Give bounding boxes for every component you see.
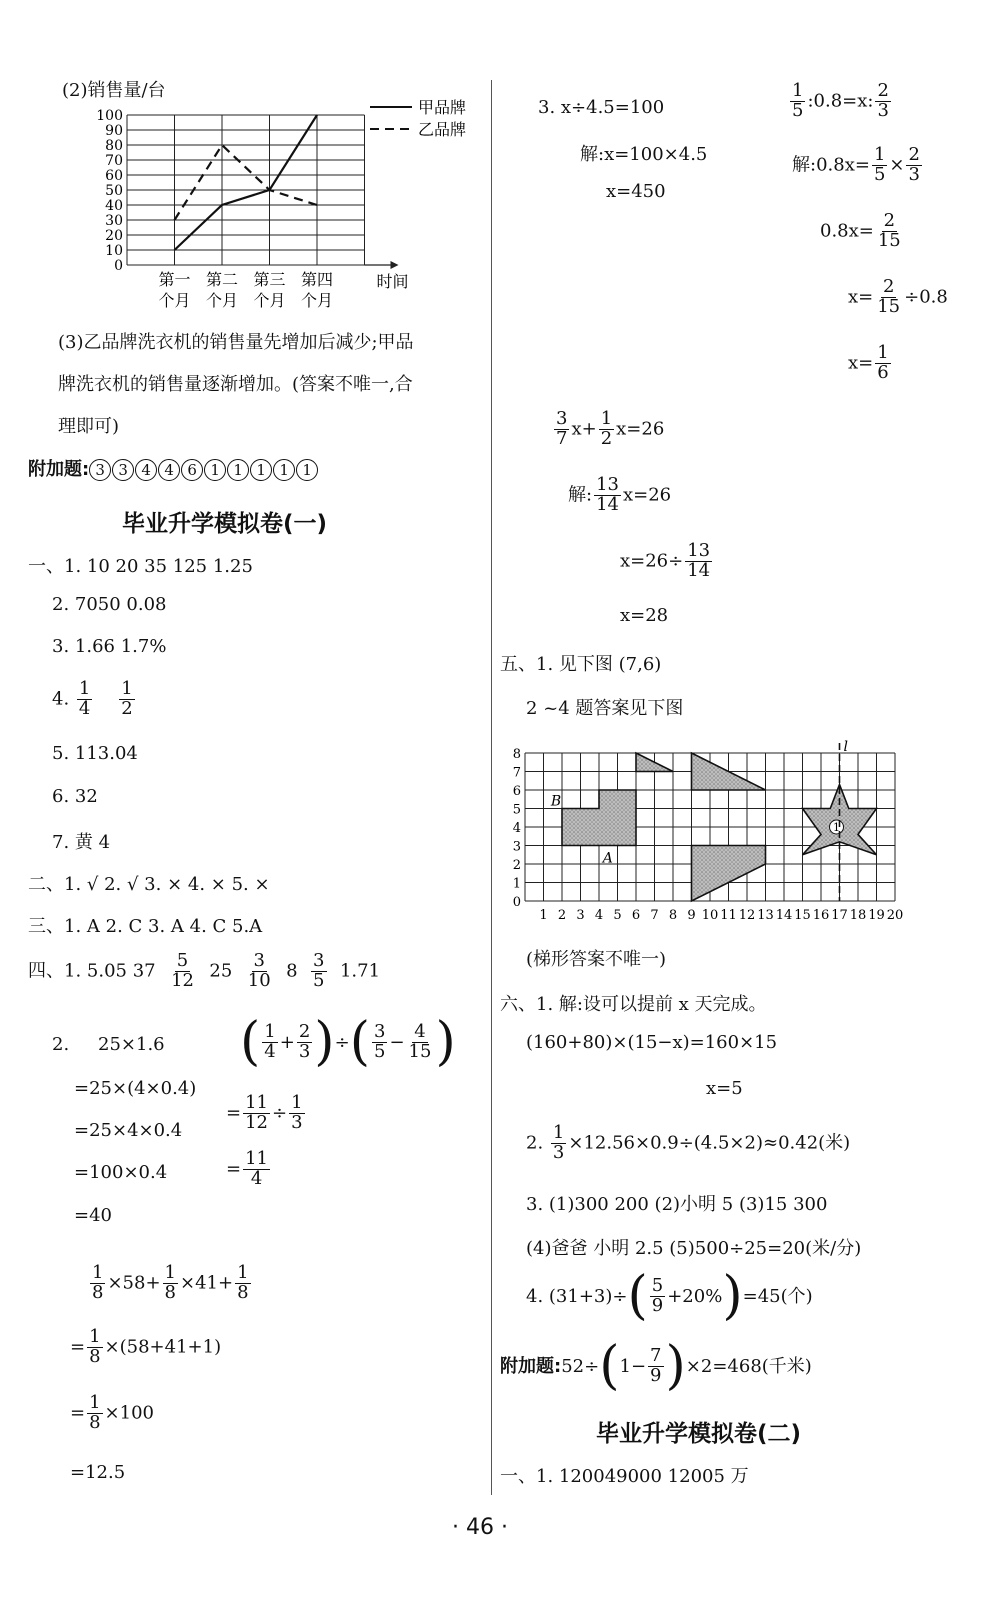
grid-x-label: 18	[849, 908, 867, 923]
calc-c-line-3: = $\frac{1}{8}$ ×100	[70, 1392, 154, 1433]
grid-y-label: 4	[512, 821, 521, 836]
category-label-line-1: 第三	[253, 270, 286, 289]
y-tick-label: 30	[105, 213, 123, 229]
eq4-line-3: x=26÷ $\frac{13}{14}$	[620, 540, 711, 581]
calc-a-line-3: =25×4×0.4	[74, 1120, 183, 1141]
category-label-line-1: 第二	[205, 270, 239, 289]
calc-c-line-1: $\frac{1}{8}$ ×58+ $\frac{1}{8}$ ×41+ $\frac{1}{8}$	[92, 1262, 249, 1303]
sec1-q3: 3. 1.66 1.7%	[52, 636, 167, 657]
calc-a-line-1: 25×1.6	[98, 1034, 165, 1055]
circled-number: 1	[250, 459, 272, 481]
fraction: $\frac{1}{4}$	[78, 678, 91, 719]
grid-x-label: 2	[557, 908, 567, 923]
column-divider	[491, 80, 492, 1495]
grid-x-label: 17	[831, 908, 848, 923]
y-tick-label: 90	[105, 123, 123, 139]
bonus-question-right: 附加题:52÷(1− $\frac{7}{9}$ )×2=468(千米)	[500, 1336, 812, 1396]
calc-a-line-2: =25×(4×0.4)	[74, 1078, 197, 1099]
fraction: $\frac{1}{2}$	[121, 678, 133, 719]
eq4-line-2: 解: $\frac{13}{14}$ x=26	[568, 474, 672, 515]
grid-y-label: 7	[512, 765, 521, 781]
proportion-line-3: 0.8x= $\frac{2}{15}$	[820, 210, 901, 251]
sec5-q2: 2 ~4 题答案见下图	[526, 698, 684, 719]
answer-3-line-2: 牌洗衣机的销售量逐渐增加。(答案不唯一,合	[58, 374, 413, 395]
sec6-q1-equation: (160+80)×(15−x)=160×15	[526, 1032, 778, 1053]
sec6-q2: 2. $\frac{1}{3}$ ×12.56×0.9÷(4.5×2)≈0.42(米)	[526, 1122, 851, 1163]
y-tick-label: 20	[105, 228, 123, 244]
sec2-answers: 二、1. √ 2. √ 3. × 4. × 5. ×	[28, 874, 270, 895]
star-number: 1	[833, 821, 840, 834]
circled-number: 6	[181, 459, 203, 481]
grid-x-label: 10	[701, 908, 719, 923]
grid-y-label: 0	[512, 895, 521, 910]
sec4-q1: 四、1. 5.05 37 $\frac{5}{12}$ 25 $\frac{3}{10}$ 8 $\frac{3}{5}$ 1.71	[28, 950, 381, 991]
series-line-yi	[175, 145, 318, 220]
grid-x-label: 7	[650, 908, 659, 923]
point-label-a: A	[602, 850, 613, 867]
grid-y-label: 5	[512, 802, 521, 818]
grid-x-label: 1	[539, 908, 548, 923]
eq3-line-1: 3. x÷4.5=100	[538, 97, 665, 118]
grid-x-label: 5	[613, 908, 622, 923]
calc-b-line-1: ( $\frac{1}{4}$ + $\frac{2}{3}$ )÷( $\frac{3}{5}$ − $\frac{4}{15}$ )	[240, 1012, 456, 1072]
grid-y-label: 8	[512, 747, 521, 762]
proportion-line-4: x= $\frac{2}{15}$ ÷0.8	[848, 276, 948, 317]
grid-y-label: 1	[512, 876, 521, 892]
sec6-q3-line-1: 3. (1)300 200 (2)小明 5 (3)15 300	[526, 1194, 828, 1215]
sec3-answers: 三、1. A 2. C 3. A 4. C 5.A	[28, 916, 263, 937]
grid-x-label: 13	[757, 908, 774, 923]
sec6-q4: 4. (31+3)÷( $\frac{5}{9}$ +20%)=45(个)	[526, 1266, 813, 1326]
eq3-line-3: x=450	[606, 181, 666, 202]
calc-c-line-2: = $\frac{1}{8}$ ×(58+41+1)	[70, 1326, 222, 1367]
sec6-q1: 六、1. 解:设可以提前 x 天完成。	[500, 994, 767, 1015]
sec1-q2: 2. 7050 0.08	[52, 594, 167, 615]
sec5-q1: 五、1. 见下图 (7,6)	[500, 654, 662, 675]
grid-y-label: 2	[512, 858, 521, 873]
shape-l-figure	[562, 790, 636, 846]
eq4-line-4: x=28	[620, 605, 669, 626]
category-label-line-2: 个月	[300, 291, 334, 310]
grid-x-label: 15	[794, 908, 811, 923]
grid-x-label: 16	[812, 908, 830, 923]
answer-3-line-1: (3)乙品牌洗衣机的销售量先增加后减少;甲品	[58, 332, 414, 353]
category-label-line-2: 个月	[205, 291, 239, 310]
calc-b-line-2: = $\frac{11}{12}$ ÷ $\frac{1}{3}$	[226, 1092, 303, 1133]
calc-b-line-3: = $\frac{11}{4}$	[226, 1148, 268, 1189]
sec1-q5: 5. 113.04	[52, 743, 138, 764]
exam2-q1: 一、1. 120049000 12005 万	[500, 1466, 749, 1487]
grid-x-label: 4	[594, 908, 604, 923]
y-tick-label: 0	[114, 258, 123, 274]
point-label-b: B	[550, 793, 562, 810]
coordinate-grid	[505, 735, 925, 925]
category-label-line-2: 个月	[253, 291, 286, 310]
bonus-label: 附加题:	[28, 459, 90, 480]
grid-x-label: 14	[775, 908, 793, 923]
circled-number: 1	[273, 459, 295, 481]
answer-3-line-3: 理即可)	[58, 416, 120, 437]
circled-number: 1	[204, 459, 226, 481]
bonus-circled-answers	[89, 459, 319, 480]
bonus-question-left	[28, 455, 319, 481]
y-tick-label: 10	[105, 243, 123, 259]
category-label-line-1: 第一	[158, 270, 191, 289]
grid-x-label: 9	[687, 908, 696, 923]
grid-x-label: 6	[631, 908, 641, 923]
calc-a-line-5: =40	[74, 1205, 112, 1226]
y-tick-label: 60	[105, 168, 123, 184]
chart-caption: (2)销售量/台	[62, 80, 166, 101]
exam-title-1: 毕业升学模拟卷(一)	[122, 511, 328, 537]
category-label-line-2: 个月	[158, 291, 191, 310]
sec4-q2-number: 2.	[52, 1034, 70, 1055]
sec1-q1: 一、1. 10 20 35 125 1.25	[28, 556, 253, 577]
circled-number: 3	[112, 459, 134, 481]
proportion-line-2: 解:0.8x= $\frac{1}{5}$ × $\frac{2}{3}$	[792, 144, 920, 185]
trapezoid-note: (梯形答案不唯一)	[526, 949, 667, 970]
sec1-q6: 6. 32	[52, 786, 98, 807]
legend-label: 甲品牌	[418, 98, 467, 117]
grid-y-label: 6	[512, 784, 521, 799]
grid-x-label: 11	[720, 908, 737, 923]
series-line-jia	[175, 115, 318, 250]
sales-line-chart	[0, 90, 480, 330]
grid-x-label: 8	[668, 908, 678, 923]
circled-number: 4	[158, 459, 180, 481]
x-axis-label: 时间	[376, 272, 409, 291]
sec1-q4: 4. $\frac{1}{4}$ $\frac{1}{2}$	[52, 678, 133, 719]
exam-title-2: 毕业升学模拟卷(二)	[596, 1421, 802, 1447]
grid-x-label: 19	[868, 908, 885, 923]
axis-label-l: l	[843, 739, 848, 755]
sec1-q7: 7. 黄 4	[52, 832, 111, 853]
sec6-q3-line-2: (4)爸爸 小明 2.5 (5)500÷25=20(米/分)	[526, 1238, 862, 1259]
circled-number: 3	[89, 459, 111, 481]
sec6-q1-result: x=5	[706, 1078, 743, 1099]
legend-label: 乙品牌	[418, 120, 467, 139]
y-tick-label: 80	[105, 138, 123, 154]
calc-a-line-4: =100×0.4	[74, 1162, 168, 1183]
grid-x-label: 20	[886, 908, 904, 923]
page-number: · 46 ·	[452, 1515, 508, 1540]
grid-x-label: 12	[738, 908, 756, 923]
grid-x-label: 3	[576, 908, 585, 923]
category-label-line-1: 第四	[300, 270, 334, 289]
proportion-line-5: x= $\frac{1}{6}$	[848, 342, 889, 383]
grid-y-label: 3	[512, 839, 521, 855]
eq3-line-2: 解:x=100×4.5	[580, 144, 708, 165]
y-tick-label: 70	[105, 153, 123, 169]
circled-number: 1	[296, 459, 318, 481]
circled-number: 4	[135, 459, 157, 481]
eq4-line-1: $\frac{3}{7}$ x+ $\frac{1}{2}$ x=26	[556, 408, 665, 449]
proportion-line-1: $\frac{1}{5}$ :0.8=x: $\frac{2}{3}$	[792, 80, 889, 121]
y-tick-label: 40	[105, 198, 123, 214]
y-tick-label: 100	[96, 108, 123, 124]
calc-c-line-4: =12.5	[70, 1462, 126, 1483]
y-tick-label: 50	[105, 183, 123, 199]
circled-number: 1	[227, 459, 249, 481]
x-axis-arrow	[391, 261, 399, 269]
